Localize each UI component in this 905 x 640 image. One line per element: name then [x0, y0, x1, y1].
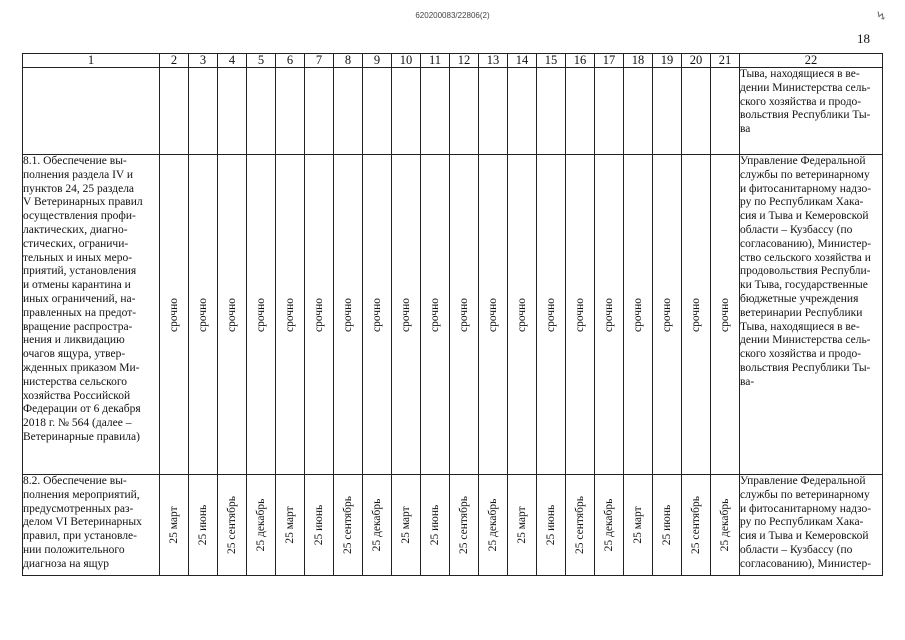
deadline-cell [160, 68, 189, 155]
deadline-text: 25 март [168, 506, 180, 544]
deadline-text: срочно [226, 297, 238, 332]
deadline-cell [160, 155, 189, 475]
deadline-cell [682, 68, 711, 155]
deadline-cell [566, 68, 595, 155]
deadline-cell [595, 68, 624, 155]
deadline-text: 25 июнь [197, 504, 209, 546]
document-id: 620200083/22806(2) [415, 11, 490, 20]
deadline-cell [218, 155, 247, 475]
deadline-cell [334, 155, 363, 475]
column-number-11: 11 [421, 54, 450, 68]
deadline-text: 25 март [632, 506, 644, 544]
page-number: 18 [857, 31, 870, 46]
deadline-cell [508, 155, 537, 475]
deadline-cell [392, 68, 421, 155]
column-number-16: 16 [566, 54, 595, 68]
deadline-text: 25 март [400, 506, 412, 544]
deadline-cell [247, 68, 276, 155]
deadline-cell [682, 155, 711, 475]
deadline-text: срочно [342, 297, 354, 332]
deadline-cell [363, 155, 392, 475]
deadline-cell [218, 475, 247, 576]
deadline-cell [653, 475, 682, 576]
column-number-7: 7 [305, 54, 334, 68]
deadline-cell [624, 155, 653, 475]
table-row [23, 475, 883, 576]
deadline-cell [450, 68, 479, 155]
deadline-text: срочно [429, 297, 441, 332]
deadline-cell [624, 68, 653, 155]
column-number-1: 1 [23, 54, 160, 68]
deadline-cell [479, 155, 508, 475]
deadline-text: 25 декабрь [719, 498, 731, 552]
deadline-cell [537, 68, 566, 155]
deadline-cell [508, 475, 537, 576]
deadline-text: 25 декабрь [371, 498, 383, 552]
column-number-17: 17 [595, 54, 624, 68]
deadline-cell [305, 475, 334, 576]
deadline-cell [363, 475, 392, 576]
deadline-cell [421, 155, 450, 475]
deadline-cell [711, 475, 740, 576]
responsible-party-cell: Тыва, находящиеся в ве- дении Министерства сель- ского хозяйства и продо- вольствия Республики Ты- ва [740, 68, 883, 155]
deadline-cell [450, 475, 479, 576]
column-number-21: 21 [711, 54, 740, 68]
deadline-cell [189, 475, 218, 576]
deadline-text: срочно [661, 297, 673, 332]
table-row [23, 68, 883, 155]
deadline-text: 25 сентябрь [458, 496, 470, 554]
deadline-cell [566, 155, 595, 475]
deadline-cell [595, 475, 624, 576]
deadline-text: срочно [400, 297, 412, 332]
deadline-cell [595, 155, 624, 475]
deadline-cell [363, 68, 392, 155]
deadline-text: 25 декабрь [255, 498, 267, 552]
column-number-8: 8 [334, 54, 363, 68]
column-number-6: 6 [276, 54, 305, 68]
deadline-cell [247, 475, 276, 576]
deadline-cell [276, 68, 305, 155]
deadline-cell [276, 155, 305, 475]
schedule-table [22, 53, 883, 576]
responsible-party-cell: Управление Федеральной службы по ветеринарному и фитосанитарному надзо- ру по Республикам Хака- сия и Тыва и Кемеровской области – Кузбассу (по согласованию), Министер- ство сельского хозяйства и продовольствия Республи- ки Тыва, государственные бюджетные учреждения ветеринарии Республики Тыва, находящиеся в ве- дении Министерства сель- ского хозяйства и продо- вольствия Республики Ты- ва- [740, 155, 883, 475]
deadline-text: срочно [371, 297, 383, 332]
deadline-cell [537, 475, 566, 576]
measure-description-cell: 8.1. Обеспечение вы- полнения раздела IV и пунктов 24, 25 раздела V Ветеринарных правил осуществления профи- лактических, диагно- стических, ограничи- тельных и иных меро- приятий, установления и отмены карантина и иных ограничений, на- правленных на предот- вращение распростра- нения и ликвидацию очагов ящура, утвер- жденных приказом Ми- нистерства сельского хозяйства Российской Федерации от 6 декабря 2018 г. № 564 (далее – Ветеринарные правила) [23, 155, 160, 475]
deadline-text: срочно [313, 297, 325, 332]
deadline-text: 25 июнь [429, 504, 441, 546]
column-number-13: 13 [479, 54, 508, 68]
deadline-cell [508, 68, 537, 155]
deadline-text: срочно [487, 297, 499, 332]
column-number-22: 22 [740, 54, 883, 68]
column-number-3: 3 [189, 54, 218, 68]
deadline-cell [682, 475, 711, 576]
deadline-cell [392, 155, 421, 475]
column-number-19: 19 [653, 54, 682, 68]
deadline-cell [276, 475, 305, 576]
deadline-text: 25 июнь [313, 504, 325, 546]
deadline-text: 25 март [284, 506, 296, 544]
column-number-10: 10 [392, 54, 421, 68]
column-number-2: 2 [160, 54, 189, 68]
column-number-4: 4 [218, 54, 247, 68]
deadline-text: срочно [574, 297, 586, 332]
column-number-5: 5 [247, 54, 276, 68]
deadline-cell [189, 155, 218, 475]
deadline-cell [421, 475, 450, 576]
deadline-cell [653, 68, 682, 155]
deadline-cell [624, 475, 653, 576]
column-number-18: 18 [624, 54, 653, 68]
deadline-text: срочно [690, 297, 702, 332]
deadline-text: срочно [168, 297, 180, 332]
deadline-text: срочно [603, 297, 615, 332]
deadline-cell [334, 475, 363, 576]
deadline-cell [305, 68, 334, 155]
deadline-text: 25 март [516, 506, 528, 544]
deadline-text: 25 сентябрь [574, 496, 586, 554]
deadline-cell [537, 155, 566, 475]
deadline-text: 25 июнь [545, 504, 557, 546]
deadline-text: срочно [719, 297, 731, 332]
deadline-cell [711, 68, 740, 155]
deadline-text: срочно [458, 297, 470, 332]
deadline-cell [421, 68, 450, 155]
deadline-text: 25 сентябрь [226, 496, 238, 554]
table-row [23, 155, 883, 475]
column-number-15: 15 [537, 54, 566, 68]
handwritten-mark: ↯ [873, 6, 889, 25]
measure-description-cell [23, 68, 160, 155]
deadline-cell [247, 155, 276, 475]
deadline-cell [566, 475, 595, 576]
deadline-text: срочно [632, 297, 644, 332]
column-number-12: 12 [450, 54, 479, 68]
deadline-text: срочно [197, 297, 209, 332]
deadline-cell [479, 475, 508, 576]
deadline-text: срочно [516, 297, 528, 332]
deadline-text: срочно [545, 297, 557, 332]
deadline-text: срочно [284, 297, 296, 332]
deadline-cell [479, 68, 508, 155]
column-number-20: 20 [682, 54, 711, 68]
deadline-cell [450, 155, 479, 475]
deadline-cell [160, 475, 189, 576]
deadline-cell [189, 68, 218, 155]
column-number-row [23, 54, 883, 68]
deadline-cell [305, 155, 334, 475]
column-number-14: 14 [508, 54, 537, 68]
deadline-text: 25 сентябрь [342, 496, 354, 554]
deadline-text: 25 сентябрь [690, 496, 702, 554]
deadline-cell [218, 68, 247, 155]
responsible-party-cell: Управление Федеральной службы по ветеринарному и фитосанитарному надзо- ру по Республикам Хака- сия и Тыва и Кемеровской области – Кузбассу (по согласованию), Министер- [740, 475, 883, 576]
deadline-text: 25 декабрь [603, 498, 615, 552]
measure-description-cell: 8.2. Обеспечение вы- полнения мероприятий, предусмотренных раз- делом VI Ветеринарных правил, при установле- нии положительного диагноза на ящур [23, 475, 160, 576]
deadline-text: 25 декабрь [487, 498, 499, 552]
deadline-cell [653, 155, 682, 475]
deadline-text: срочно [255, 297, 267, 332]
deadline-cell [334, 68, 363, 155]
deadline-cell [711, 155, 740, 475]
column-number-9: 9 [363, 54, 392, 68]
deadline-cell [392, 475, 421, 576]
deadline-text: 25 июнь [661, 504, 673, 546]
